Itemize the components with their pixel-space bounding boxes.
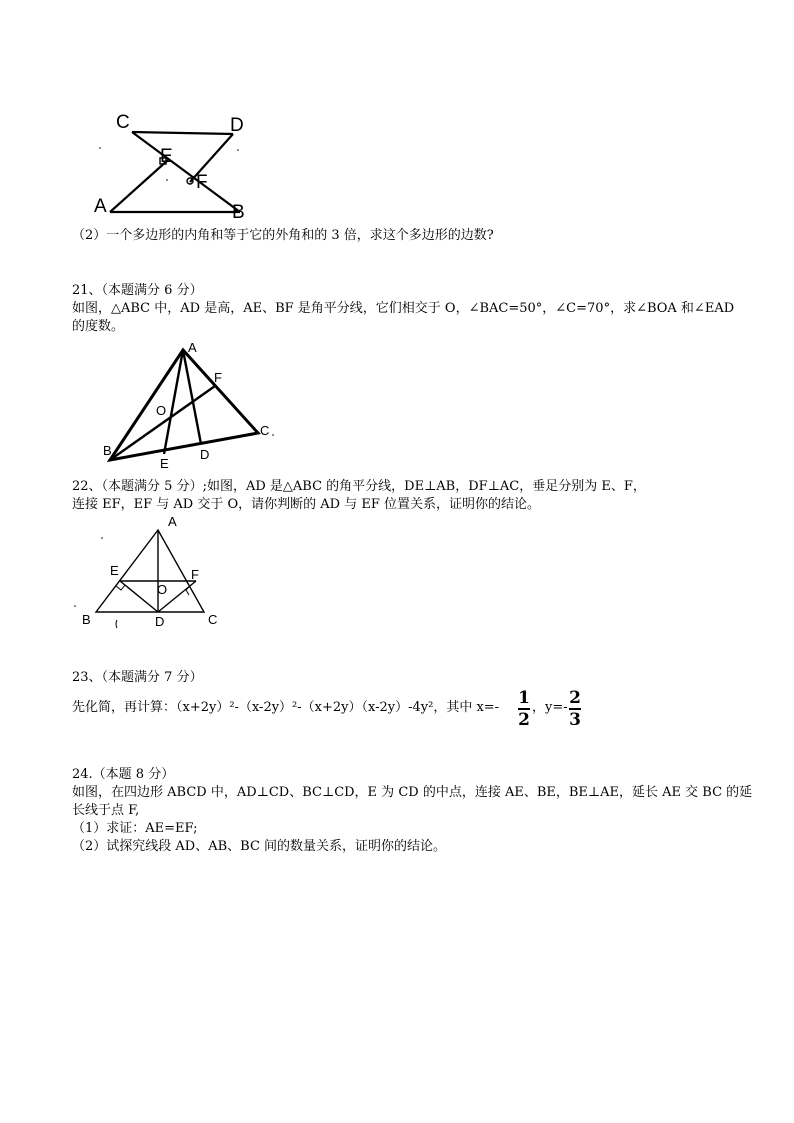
q24-part1: （1）求证：AE=EF; [72,821,198,836]
segment-cd [132,132,233,134]
label-c: C [116,112,130,133]
label-o: O [157,582,168,597]
q24-line1: 如图，在四边形 ABCD 中，AD⊥CD、BC⊥CD，E 为 CD 的中点，连接 AE、BE，BE⊥AE，延长 AE 交 BC 的延 [72,785,753,800]
segment-ae [110,160,168,212]
q23-expression: 先化简，再计算：（x+2y）²-（x-2y）²-（x+2y）（x-2y）-4y²，其中 x=- [72,700,500,715]
q24-part2: （2）试探究线段 AD、AB、BC 间的数量关系，证明你的结论。 [72,839,447,854]
label-f: F [214,370,222,385]
label-c: C [208,612,218,627]
fraction-x-denominator: 2 [518,710,530,730]
fraction-y-denominator: 3 [569,710,581,730]
label-b: B [82,612,91,627]
right-angle-mark-e [116,585,125,590]
q23-header: 23、（本题满分 7 分） [72,670,203,685]
label-d: D [155,614,165,629]
q21-line1: 如图，△ABC 中，AD 是高，AE、BF 是角平分线，它们相交于 O，∠BAC=50°，∠C=70°，求∠BOA 和∠EAD [72,301,735,316]
fraction-x-numerator: 1 [518,688,530,708]
q24-header: 24.（本题 8 分） [72,767,175,782]
label-a: A [94,196,107,217]
label-f: F [191,567,199,582]
q20-part2: （2）一个多边形的内角和等于它的外角和的 3 倍，求这个多边形的边数? [72,228,494,243]
label-c: C [260,423,270,438]
label-d: D [230,115,244,136]
q21-line2: 的度数。 [72,319,125,334]
label-o: O [156,403,167,418]
segment-de [120,581,158,612]
figure-q21 [98,338,283,470]
label-b: B [103,443,112,458]
figure-q22 [70,512,230,632]
q22-line1: 22、（本题满分 5 分）;如图，AD 是△ABC 的角平分线，DE⊥AB，DF⊥AC，垂足分别为 E、F， [72,479,646,494]
label-b: B [232,202,245,220]
fraction-y [568,688,582,730]
label-a: A [188,340,197,355]
q24-line2: 长线于点 F, [72,803,140,818]
label-e: E [160,456,169,470]
fraction-x [517,688,531,730]
label-a: A [168,514,177,529]
label-e: E [110,563,119,578]
label-f: F [196,172,208,193]
figure-q20 [90,110,260,220]
q21-header: 21、（本题满分 6 分） [72,283,203,298]
q22-line2: 连接 EF，EF 与 AD 交于 O，请你判断的 AD 与 EF 位置关系，证明你的结论。 [72,497,541,512]
fraction-y-numerator: 2 [569,688,581,708]
label-d: D [200,447,210,462]
label-e: E [160,146,173,167]
q23-mid: ，y=- [532,700,568,715]
